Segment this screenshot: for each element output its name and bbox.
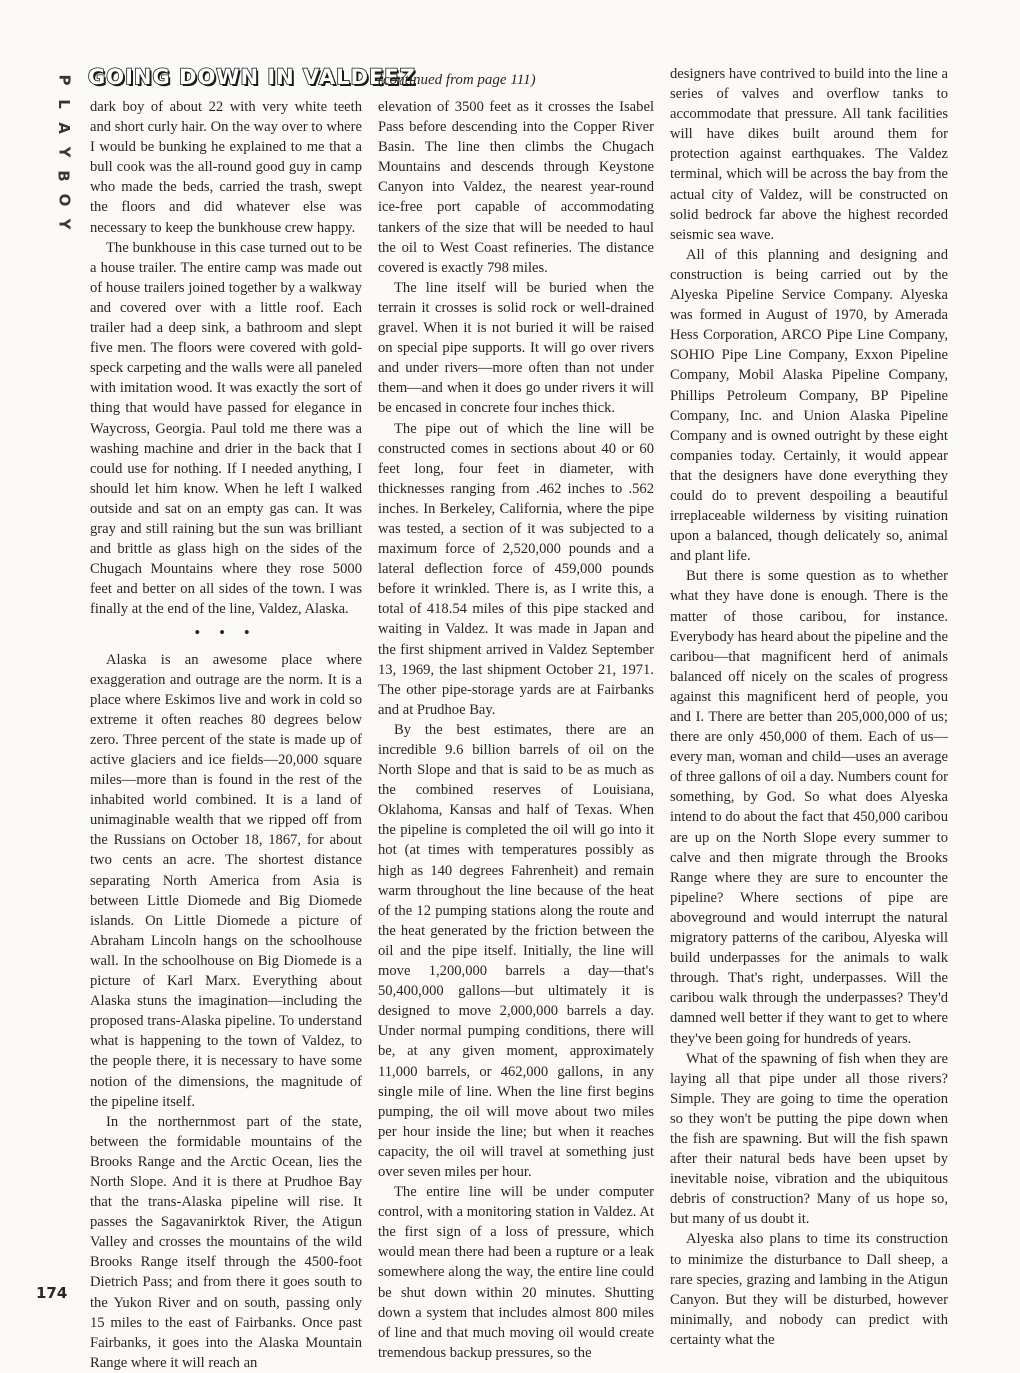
page-number: 174 [36, 1284, 68, 1302]
paragraph: What of the spawning of fish when they are laying all that pipe under all those rivers? Simple. They are going to time the operation so they won't be putting the pipe down when the fish are spawning. But will the fish spawn after their natural beds have been upset by inevitable noise, vibration and the ubiquitous debris of construction? Many of us hope so, but many of us doubt it. [670, 1050, 948, 1228]
spine-letter: L [55, 99, 73, 109]
paragraph: elevation of 3500 feet as it crosses the Isabel Pass before descending into the Copper River Basin. The line then climbs the Chugach Mountains and descends through Keystone Canyon into Valdez, the nearest year-round ice-free port capable of accommodating tankers of the size that will be needed to haul the oil to West Coast refineries. The distance covered is exactly 798 miles. [378, 99, 654, 276]
text-column-2 [378, 97, 654, 1363]
paragraph: The pipe out of which the line will be constructed comes in sections about 40 or 60 feet long, four feet in diameter, with thicknesses ranging from .462 inches to .562 inches. In Berkeley, California, where the pipe was tested, a section of it was subjected to a maximum force of 2,520,000 pounds and a lateral deflection force of 459,000 pounds before it wrinkled. There is, as I write this, a total of 418.54 miles of this pipe stacked and waiting in Valdez. It was made in Japan and the first shipment arrived in Valdez September 13, 1969, the last shipment October 21, 1971. The other pipe-storage yards are at Fairbanks and at Prudhoe Bay. [378, 420, 654, 718]
paragraph: All of this planning and designing and construction is being carried out by the Alyeska Pipeline Service Company. Alyeska was formed in August of 1970, by Amerada Hess Corporation, ARCO Pipe Line Company, SOHIO Pipe Line Company, Exxon Pipeline Company, Mobil Alaska Pipeline Company, Phillips Petroleum Company, BP Pipeline Company, Inc. and Union Alaska Pipeline Company and is owned outright by these eight companies today. Certainly, it would appear that the designers have done everything they could do to prevent despoiling a beautiful irreplaceable wilderness by visiting ruination upon a balanced, though delicately so, animal and plant life. [670, 246, 948, 565]
text-column-3 [670, 64, 948, 1350]
paragraph: The line itself will be buried when the terrain it crosses is solid rock or well-drained gravel. When it is not buried it will be raised on special pipe supports. It will go over rivers and under rivers—more often than not under them—and when it does go under rivers it will be encased in concrete four inches thick. [378, 279, 654, 417]
magazine-spine-title [52, 68, 76, 236]
section-separator: • • • [194, 625, 258, 642]
spine-letter: O [54, 193, 73, 207]
spine-letter: Y [55, 146, 73, 158]
paragraph: The bunkhouse in this case turned out to be a house trailer. The entire camp was made out of house trailers joined together by a walkway and covered over with a little roof. Each trailer had a deep sink, a bathroom and slept five men. The floors were covered with gold-speck carpeting and the walls were all paneled with imitation wood. It was exactly the sort of thing that would have passed for elegance in Waycross, Georgia. Paul told me there was a washing machine and drier in the back that I could use for nothing. If I needed anything, I should let him know. When he left I walked outside and sat on an empty gas can. It was gray and still raining but the sun was brilliant and brittle as glass high on the sides of the Chugach Mountains where they rose 5000 feet and better on all sides of the town. I was finally at the end of the line, Valdez, Alaska. [90, 239, 362, 618]
paragraph: Alaska is an awesome place where exaggeration and outrage are the norm. It is a place where Eskimos live and work in cold so extreme it often reaches 80 degrees below zero. Three percent of the state is made up of active glaciers and ice fields—20,000 square miles—more than is found in the rest of the inhabited world combined. It is a land of unimaginable wealth that we ripped off from the Russians on October 18, 1867, for about two cents an acre. The shortest distance separating North America from Asia is between Little Diomede and Big Diomede islands. On Little Diomede a picture of Abraham Lincoln hangs on the schoolhouse wall. In the schoolhouse on Big Diomede is a picture of Karl Marx. Everything about Alaska stuns the imagination—including the proposed trans-Alaska pipeline. To understand what is happening to the town of Valdez, to the people there, it is necessary to have some notion of the dimensions, the magnitude of the pipeline itself. [90, 651, 362, 1110]
paragraph: But there is some question as to whether what they have done is enough. There is the matter of those caribou, for instance. Everybody has heard about the pipeline and the caribou—that magnificent herd of animals balanced off nicely on the scales of progress against this magnificent herd of people, you and I. There are better than 205,000,000 of us; there are only 450,000 of them. Each of us—every man, woman and child—uses an average of three gallons of oil a day. Numbers count for something, by God. So what does Alyeska intend to do about the fact that 450,000 caribou are up on the North Slope every summer to calve and then migrate through the Brooks Range where they are sure to encounter the pipeline? Where sections of pipe are aboveground and would interrupt the natural migratory patterns of the caribou, Alyeska will build underpasses for the animals to walk through. That's right, underpasses. Will the caribou walk through the underpasses? They'd damned well better if they want to get to where they've been going for hundreds of years. [670, 568, 948, 1047]
paragraph: The entire line will be under computer control, with a monitoring station in Valdez. At the first sign of a loss of pressure, which would mean there had been a rupture or a leak somewhere along the way, the entire line could be shut down within 20 minutes. Shutting down a system that includes almost 800 miles of line and that much moving oil would create tremendous backup pressures, so the [378, 1184, 654, 1361]
spine-letter: Y [55, 218, 73, 230]
spine-letter: B [55, 170, 73, 182]
article-headline: GOING DOWN IN VALDEEZ [88, 65, 416, 89]
paragraph: By the best estimates, there are an incredible 9.6 billion barrels of oil on the North Slope and that is said to be as much as the combined reserves of Louisiana, Oklahoma, Kansas and half of Texas. When the pipeline is completed the oil will go into it hot (at times with temperatures possibly as high as 140 degrees Fahrenheit) and remain warm throughout the line because of the heat of the 12 pumping stations along the route and the heat generated by the friction between the oil and the pipe itself. Initially, the line will move 1,200,000 barrels a day—that's 50,400,000 gallons—but ultimately it is designed to move 2,000,000 barrels a day. Under normal pumping conditions, there will be, at any given moment, approximately 11,000 barrels, or 462,000 gallons, in any single mile of line. When the line first begins pumping, the oil will move about two miles per hour inside the line; but when it reaches capacity, the oil will travel at something just over seven miles per hour. [378, 721, 654, 1180]
text-column-1 [90, 97, 362, 1373]
continued-note: (continued from page 111) [378, 72, 536, 88]
paragraph: designers have contrived to build into the line a series of valves and overflow tanks to accommodate that pressure. All tank facilities will have dikes built around them for protection against earthquakes. The Valdez terminal, which will be across the bay from the actual city of Valdez, will be constructed on solid bedrock far above the highest recorded seismic sea wave. [670, 66, 948, 243]
spine-letter: P [55, 74, 73, 86]
paragraph: Alyeska also plans to time its construction to minimize the disturbance to Dall sheep, a rare species, grazing and lambing in the Atigun Canyon. But they will be disturbed, however minimally, and nobody can predict with certainty what the [670, 1231, 948, 1348]
spine-letter: A [54, 122, 73, 134]
paragraph: In the northernmost part of the state, between the formidable mountains of the Brooks Range and the Arctic Ocean, lies the North Slope. And it is there at Prudhoe Bay that the trans-Alaska pipeline will rise. It passes the Sagavanirktok River, the Atigun Valley and crosses the mountains of the wild Brooks Range itself through the 4500-foot Dietrich Pass; and from there it goes south to the Yukon River and on south, passing only 15 miles to the east of Fairbanks. Once past Fairbanks, it goes into the Alaska Mountain Range where it will reach an [90, 1113, 362, 1371]
paragraph: dark boy of about 22 with very white teeth and short curly hair. On the way over to where I would be bunking he explained to me that a bull cook was the all-round good guy in camp who made the beds, carried the trash, swept the floors and did whatever else was necessary to keep the bunkhouse crew happy. [90, 99, 362, 236]
